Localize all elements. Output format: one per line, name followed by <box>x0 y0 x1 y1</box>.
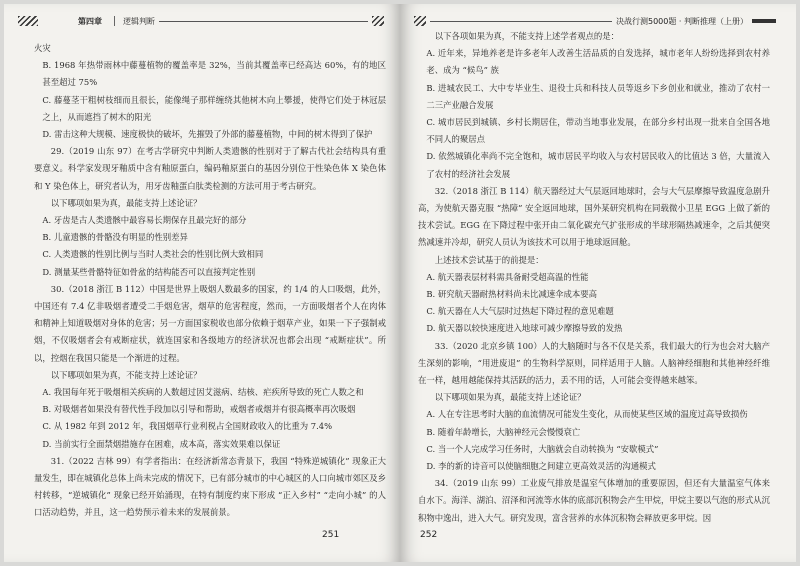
left-page-header <box>18 12 384 30</box>
question-text: 以下哪项如果为真，最能支持上述论证？ <box>50 197 202 208</box>
left-page <box>4 4 400 562</box>
question-text: 以下哪项如果为真，最能支持上述论证？ <box>434 392 586 403</box>
answer-option: B. 研究航天器耐热材料尚未比减速伞成本要高 <box>426 289 597 300</box>
question-text: 上述技术尝试基于的前提是： <box>434 254 544 265</box>
header-rule <box>159 21 368 22</box>
answer-option: A. 牙齿是古人类遗骸中最容易长期保存且最完好的部分 <box>42 215 247 226</box>
question-text: 31.（2022 吉林 99）有学者指出：在经济新常态背景下，我国 “特殊逆城镇化” 现象正大量发生，即在城镇化总体上尚未完成的情况下，已有部分城市的中心城区的人口向城市郊区及乡村转移，“逆城镇化” 现象已经开始涌现，在特有制度约束下形成 “正入乡村” “走向小城” 的人口活动趋势，并且，这一趋势预示着未来的发展前景。 <box>34 455 386 518</box>
answer-option: D. 航天器以较快速度进入地球可减少摩擦导致的发热 <box>426 323 623 334</box>
answer-option: D. 李的新的诗音可以使脑细胞之间建立更高效灵活的沟通模式 <box>426 461 656 472</box>
answer-option: C. 人类遗骸的性别比例与当时人类社会的性别比例大致相同 <box>42 249 264 260</box>
header-rule <box>430 21 612 22</box>
answer-option: A. 我国每年死于吸烟相关疾病的人数超过因艾滋病、结核、疟疾所导致的死亡人数之和 <box>42 387 364 398</box>
header-ornament-icon <box>18 16 38 26</box>
answer-option: D. 依然城镇化率尚不完全饱和，城市居民平均收入与农村居民收入的比值达 3 倍，大量流入了农村的经济社会发展 <box>426 151 770 179</box>
header-divider <box>114 16 115 26</box>
answer-option: C. 城市居民到城镇、乡村长期居住，带动当地事业发展，在部分乡村出现一批来自全国各地不同人的聚居点 <box>426 117 770 145</box>
header-ornament-icon <box>372 16 384 26</box>
question-text: 33.（2020 北京乡镇 100）人的大脑随时与各不仅是关系，我们最大的行为也会对大脑产生深刻的影响，“用进废退” 的生物科学原则，同样适用于人脑。人脑神经细胞和其他神经纤维在一样，越用越能保持其活跃的活力，丢不用的话，人可能会变得越来越笨。 <box>418 340 770 386</box>
continued-text: 火灾 <box>34 43 51 53</box>
right-page-header <box>414 12 776 30</box>
answer-option: C. 航天器在人大气层时过热起下降过程的意见难题 <box>426 306 614 317</box>
answer-option: C. 当一个人完成学习任务时，大脑就会自动转换为 “安歇模式” <box>426 443 659 454</box>
chapter-label: 第四章 <box>78 16 102 26</box>
question-text: 34.（2019 山东 99）工业废气排放是温室气体增加的重要原因，但还有大量温室气体来自水下。海洋、湖泊、沼泽和河流等水体的底部沉积物会产生甲烷，甲烷主要以气泡的形式从沉积物中逸出，进入大气。研究发现，富含营养的水体沉积物会释放更多甲烷。因 <box>418 478 770 523</box>
page-number: 252 <box>420 530 438 540</box>
question-text: 以下各项如果为真，不能支持上述学者观点的是： <box>434 31 620 41</box>
answer-option: B. 对吸烟者如果没有替代性手段加以引导和帮助，戒烟者戒烟并有很高概率再次吸烟 <box>42 404 356 415</box>
answer-option: B. 进城农民工、大中专毕业生、退役士兵和科技人员等返乡下乡创业和就业，推动了农村一二三产业融合发展 <box>426 82 770 110</box>
right-page <box>400 4 796 562</box>
answer-option: A. 航天器表层材料需具备耐受超高温的性能 <box>426 271 589 282</box>
answer-option: D. 当前实行全面禁烟措施存在困难，成本高，落实效果难以保证 <box>42 438 281 449</box>
answer-option: D. 雷击这种大规模、速度极快的破坏，先摧毁了外部的藤蔓植物，中间的树木得到了保护 <box>42 129 373 140</box>
question-text: 以下哪项如果为真，不能支持上述论证？ <box>50 369 202 380</box>
header-bar-icon <box>752 19 776 23</box>
answer-option: B. 随着年龄增长，大脑神经元会慢慢衰亡 <box>426 426 581 437</box>
book-spread <box>4 4 796 562</box>
left-page-body <box>34 40 386 522</box>
page-number: 251 <box>322 530 340 540</box>
question-text: 29.（2019 山东 97）在考古学研究中判断人类遗骸的性别对于了解古代社会结构具有重要意义。科学家发现牙釉质中含有釉原蛋白，编码釉原蛋白的基因分别位于性染色体 X 染色体和 Y 染色体上，研究者认为，用牙齿釉蛋白肽类检测的方法可用于考古研究。 <box>34 146 386 191</box>
answer-option: B. 1968 年热带雨林中藤蔓植物的覆盖率是 32%，当前其覆盖率已经高达 60%，有的地区甚至超过 75% <box>42 60 386 88</box>
section-label: 逻辑判断 <box>123 16 155 26</box>
header-ornament-icon <box>414 16 426 26</box>
answer-option: C. 从 1982 年到 2012 年，我国烟草行业利税占全国财政收入的比重为 7.4% <box>42 421 333 432</box>
question-text: 30.（2018 浙江 B 112）中国是世界上吸烟人数最多的国家，约 1/4 的人口吸烟，此外，中国还有 7.4 亿非吸烟者遭受二手烟危害，烟草的危害程度，然而，一方面吸烟者个人在肉体和精神上知道吸烟对身体的危害；另一方面国家税收也部分依赖于烟草产业，如果一下子强制戒烟，不仅吸烟者会有戒断症状，就连国家和各级地方的经济状况也都会出现 “戒断症状”。所以，控烟在我国只能是一个渐进的过程。 <box>34 283 386 363</box>
question-text: 32.（2018 浙江 B 114）航天器经过大气层返回地球时，会与大气层摩擦导致温度急剧升高，为使航天器克服 “热障” 安全返回地球，国外某研究机构在同载微小卫星 EGG 上做了新的技术尝试。EGG 在下降过程中张开由二氧化碳充气扩张形成的半球形隔热减速伞，之后其便突然减速并冷却，研究人员认为该技术可以用于地球返回舱。 <box>418 185 770 248</box>
answer-option: D. 测量某些骨骼特征如骨盆的结构能否可以直接判定性别 <box>42 266 256 277</box>
answer-option: A. 近年来，异地养老是许多老年人改善生活品质的自发选择，城市老年人纷纷选择到农村养老、成为 “候鸟” 族 <box>426 48 770 76</box>
book-title: 决战行测5000题 · 判断推理（上册） <box>616 16 748 26</box>
answer-option: C. 藤蔓茎干粗树枝细而且很长，能像绳子那样缠绕其他树木向上攀援，使得它们处于林冠层之上，从而遮挡了树木的阳光 <box>42 94 386 122</box>
answer-option: A. 人在专注思考时大脑的血流情况可能发生变化，从而使某些区域的温度过高导致损伤 <box>426 409 748 420</box>
answer-option: B. 儿童遗骸的骨骼没有明显的性别差异 <box>42 232 188 243</box>
right-page-body <box>418 28 770 527</box>
